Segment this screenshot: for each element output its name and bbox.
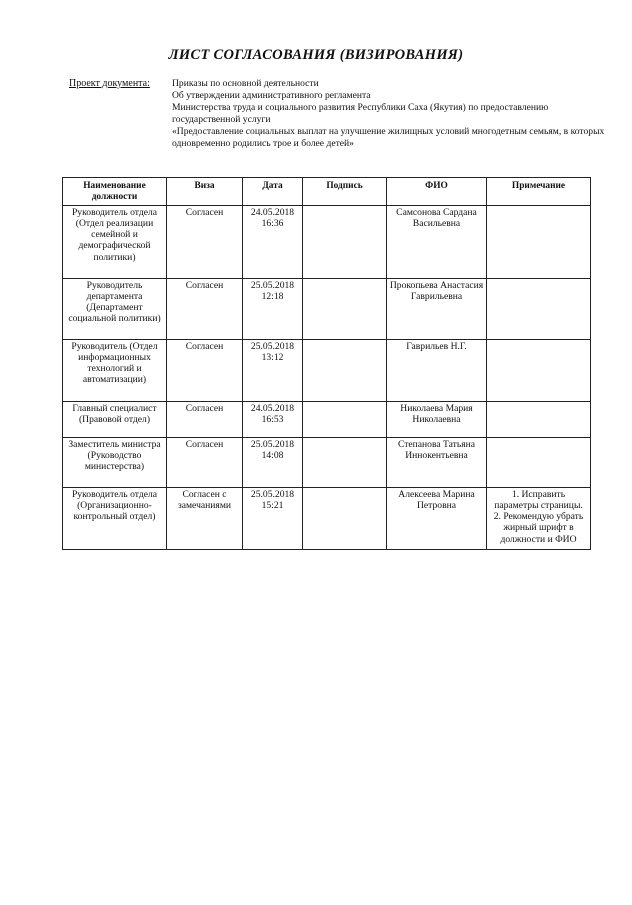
header-note: Примечание [487,178,591,206]
cell-date [243,487,303,549]
document-title: ЛИСТ СОГЛАСОВАНИЯ (ВИЗИРОВАНИЯ) [168,47,464,63]
time-value: 15:21 [261,499,284,511]
cell-signature [303,278,387,339]
cell-date [243,339,303,401]
cell-signature [303,205,387,278]
time-value: 16:53 [261,413,284,425]
cell-visa: Согласен [167,205,243,278]
project-line: «Предоставление социальных выплат на улучшение жилищных условий многодетным семьям, в которых одновременно родились трое и более детей» [172,126,605,149]
cell-note [487,437,591,487]
time-value: 16:36 [261,217,284,229]
project-label: Проект документа: [69,78,150,89]
cell-position: Руководитель (Отдел информационных технологий и автоматизации) [63,339,167,401]
date-value: 24.05.2018 [250,402,295,414]
cell-visa: Согласен [167,401,243,437]
table-row [63,205,591,278]
table-row [63,487,591,549]
note-item: 1. Исправить параметры страницы. [494,488,583,511]
header-position: Наименование должности [63,178,167,206]
cell-signature [303,339,387,401]
cell-name: Самсонова Сардана Васильевна [387,205,487,278]
date-value: 24.05.2018 [250,206,295,218]
cell-note [487,339,591,401]
cell-signature [303,401,387,437]
date-value: 25.05.2018 [250,488,295,500]
cell-visa: Согласен [167,437,243,487]
cell-date [243,437,303,487]
table-row [63,278,591,339]
approval-table [62,177,591,550]
cell-position: Руководитель отдела (Отдел реализации семейной и демографической политики) [63,205,167,278]
cell-date [243,278,303,339]
cell-position: Заместитель министра (Руководство министерства) [63,437,167,487]
time-value: 12:18 [261,290,284,302]
cell-name: Николаева Мария Николаевна [387,401,487,437]
cell-signature [303,487,387,549]
cell-name: Гаврильев Н.Г. [387,339,487,401]
cell-name: Алексеева Марина Петровна [387,487,487,549]
date-value: 25.05.2018 [250,279,295,291]
cell-note [487,401,591,437]
cell-position: Руководитель департамента (Департамент социальной политики) [63,278,167,339]
time-value: 14:08 [261,449,284,461]
project-description [172,78,612,150]
header-signature: Подпись [303,178,387,206]
cell-note [487,278,591,339]
table-header-row [63,178,591,206]
cell-date [243,205,303,278]
table-row [63,339,591,401]
note-item: 2. Рекомендую убрать жирный шрифт в должности и ФИО [493,511,584,545]
table-row [63,437,591,487]
cell-name: Степанова Татьяна Иннокентьевна [387,437,487,487]
cell-date [243,401,303,437]
cell-visa: Согласен [167,278,243,339]
cell-signature [303,437,387,487]
cell-note [487,487,591,549]
date-value: 25.05.2018 [250,438,295,450]
header-date: Дата [243,178,303,206]
project-line: Об утверждении административного регламента [172,90,371,101]
project-line: Министерства труда и социального развития Республики Саха (Якутия) по предоставлению государственной услуги [172,102,549,125]
time-value: 13:12 [261,351,284,363]
cell-note [487,205,591,278]
cell-visa: Согласен с замечаниями [167,487,243,549]
cell-position: Главный специалист (Правовой отдел) [63,401,167,437]
header-name: ФИО [387,178,487,206]
cell-position: Руководитель отдела (Организационно-контрольный отдел) [63,487,167,549]
cell-visa: Согласен [167,339,243,401]
project-line: Приказы по основной деятельности [172,78,319,89]
date-value: 25.05.2018 [250,340,295,352]
cell-name: Прокопьева Анастасия Гаврильевна [387,278,487,339]
table-row [63,401,591,437]
header-visa: Виза [167,178,243,206]
